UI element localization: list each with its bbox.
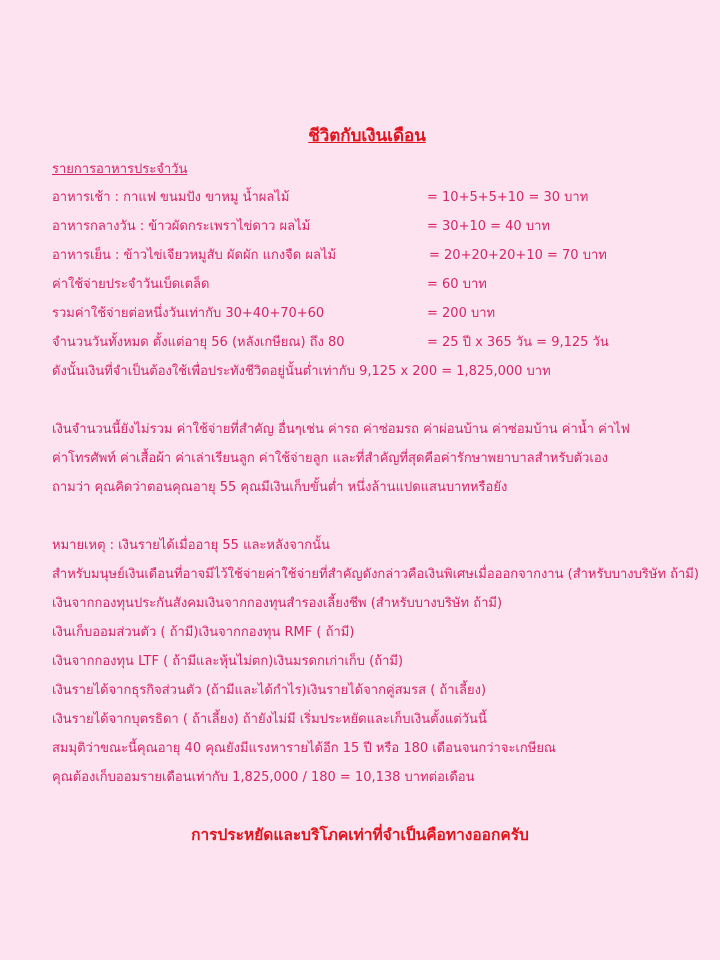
- note-line: เงินจากกองทุนประกันสังคมเงินจากกองทุนสำรองเลี้ยงชีพ (สำหรับบางบริษัท ถ้ามี): [52, 596, 503, 611]
- row-calc: = 30+10 = 40 บาท: [427, 219, 550, 234]
- paragraph-line-3: ถามว่า คุณคิดว่าตอนคุณอายุ 55 คุณมีเงินเก็บขั้นต่ำ หนึ่งล้านแปดแสนบาทหรือยัง: [52, 480, 508, 495]
- row-label: อาหารเย็น : ข้าวไข่เจียวหมูสับ ผัดผัก แกงจืด ผลไม้: [52, 248, 337, 263]
- note-line: เงินเก็บออมส่วนตัว ( ถ้ามี)เงินจากกองทุน RMF ( ถ้ามี): [52, 625, 355, 640]
- note-line: เงินจากกองทุน LTF ( ถ้ามีและหุ้นไม่ตก)เงินมรดกเก่าเก็บ (ถ้ามี): [52, 654, 404, 669]
- total-needed-line: ดังนั้นเงินที่จำเป็นต้องใช้เพื่อประทังชีวิตอยู่นั้นต่ำเท่ากับ 9,125 x 200 = 1,825,000 บาท: [52, 364, 551, 379]
- note-line: สมมุติว่าขณะนี้คุณอายุ 40 คุณยังมีแรงหารายได้อีก 15 ปี หรือ 180 เดือนจนกว่าจะเกษียณ: [52, 741, 556, 756]
- paragraph-line-1: เงินจำนวนนี้ยังไม่รวม ค่าใช้จ่ายที่สำคัญ อื่นๆเช่น ค่ารถ ค่าซ่อมรถ ค่าผ่อนบ้าน ค่าซ่อมบ้าน ค่าน้ำ ค่าไฟ: [52, 422, 630, 437]
- row-label: รวมค่าใช้จ่ายต่อหนึ่งวันเท่ากับ 30+40+70+60: [52, 306, 325, 321]
- daily-food-heading: รายการอาหารประจำวัน: [52, 162, 188, 177]
- row-calc: = 60 บาท: [427, 277, 487, 292]
- page-title: [0, 122, 720, 149]
- note-heading: หมายเหตุ : เงินรายได้เมื่ออายุ 55 และหลังจากนั้น: [52, 538, 330, 553]
- note-line: คุณต้องเก็บออมรายเดือนเท่ากับ 1,825,000 / 180 = 10,138 บาทต่อเดือน: [52, 770, 475, 785]
- row-label: ค่าใช้จ่ายประจำวันเบ็ดเตล็ด: [52, 277, 210, 292]
- row-calc: = 10+5+5+10 = 30 บาท: [427, 190, 589, 205]
- note-line: สำหรับมนุษย์เงินเดือนที่อาจมีไว้ใช้จ่ายค่าใช้จ่ายที่สำคัญดังกล่าวคือเงินพิเศษเมื่อออกจากงาน (สำหรับบางบริษัท ถ้ามี): [52, 567, 699, 582]
- note-line: เงินรายได้จากบุตรธิดา ( ถ้าเลี้ยง) ถ้ายังไม่มี เริ่มประหยัดและเก็บเงินตั้งแต่วันนี้: [52, 712, 487, 727]
- row-calc: = 20+20+20+10 = 70 บาท: [429, 248, 607, 263]
- note-line: เงินรายได้จากธุรกิจส่วนตัว (ถ้ามีและได้กำไร)เงินรายได้จากคู่สมรส ( ถ้าเลี้ยง): [52, 683, 487, 698]
- row-calc: = 25 ปี x 365 วัน = 9,125 วัน: [427, 335, 609, 350]
- row-calc: = 200 บาท: [427, 306, 496, 321]
- row-label: อาหารเช้า : กาแฟ ขนมปัง ขาหมู น้ำผลไม้: [52, 190, 290, 205]
- title-text: ชีวิตกับเงินเดือน: [308, 126, 426, 146]
- footer-slogan: การประหยัดและบริโภคเท่าที่จำเป็นคือทางออกครับ: [191, 826, 529, 844]
- paragraph-line-2: ค่าโทรศัพท์ ค่าเสื้อผ้า ค่าเล่าเรียนลูก ค่าใช้จ่ายลูก และที่สำคัญที่สุดคือค่ารักษาพยาบาลสำหรับตัวเอง: [52, 451, 609, 466]
- row-label: อาหารกลางวัน : ข้าวผัดกระเพราไข่ดาว ผลไม้: [52, 219, 311, 234]
- row-label: จำนวนวันทั้งหมด ตั้งแต่อายุ 56 (หลังเกษียณ) ถึง 80: [52, 335, 345, 350]
